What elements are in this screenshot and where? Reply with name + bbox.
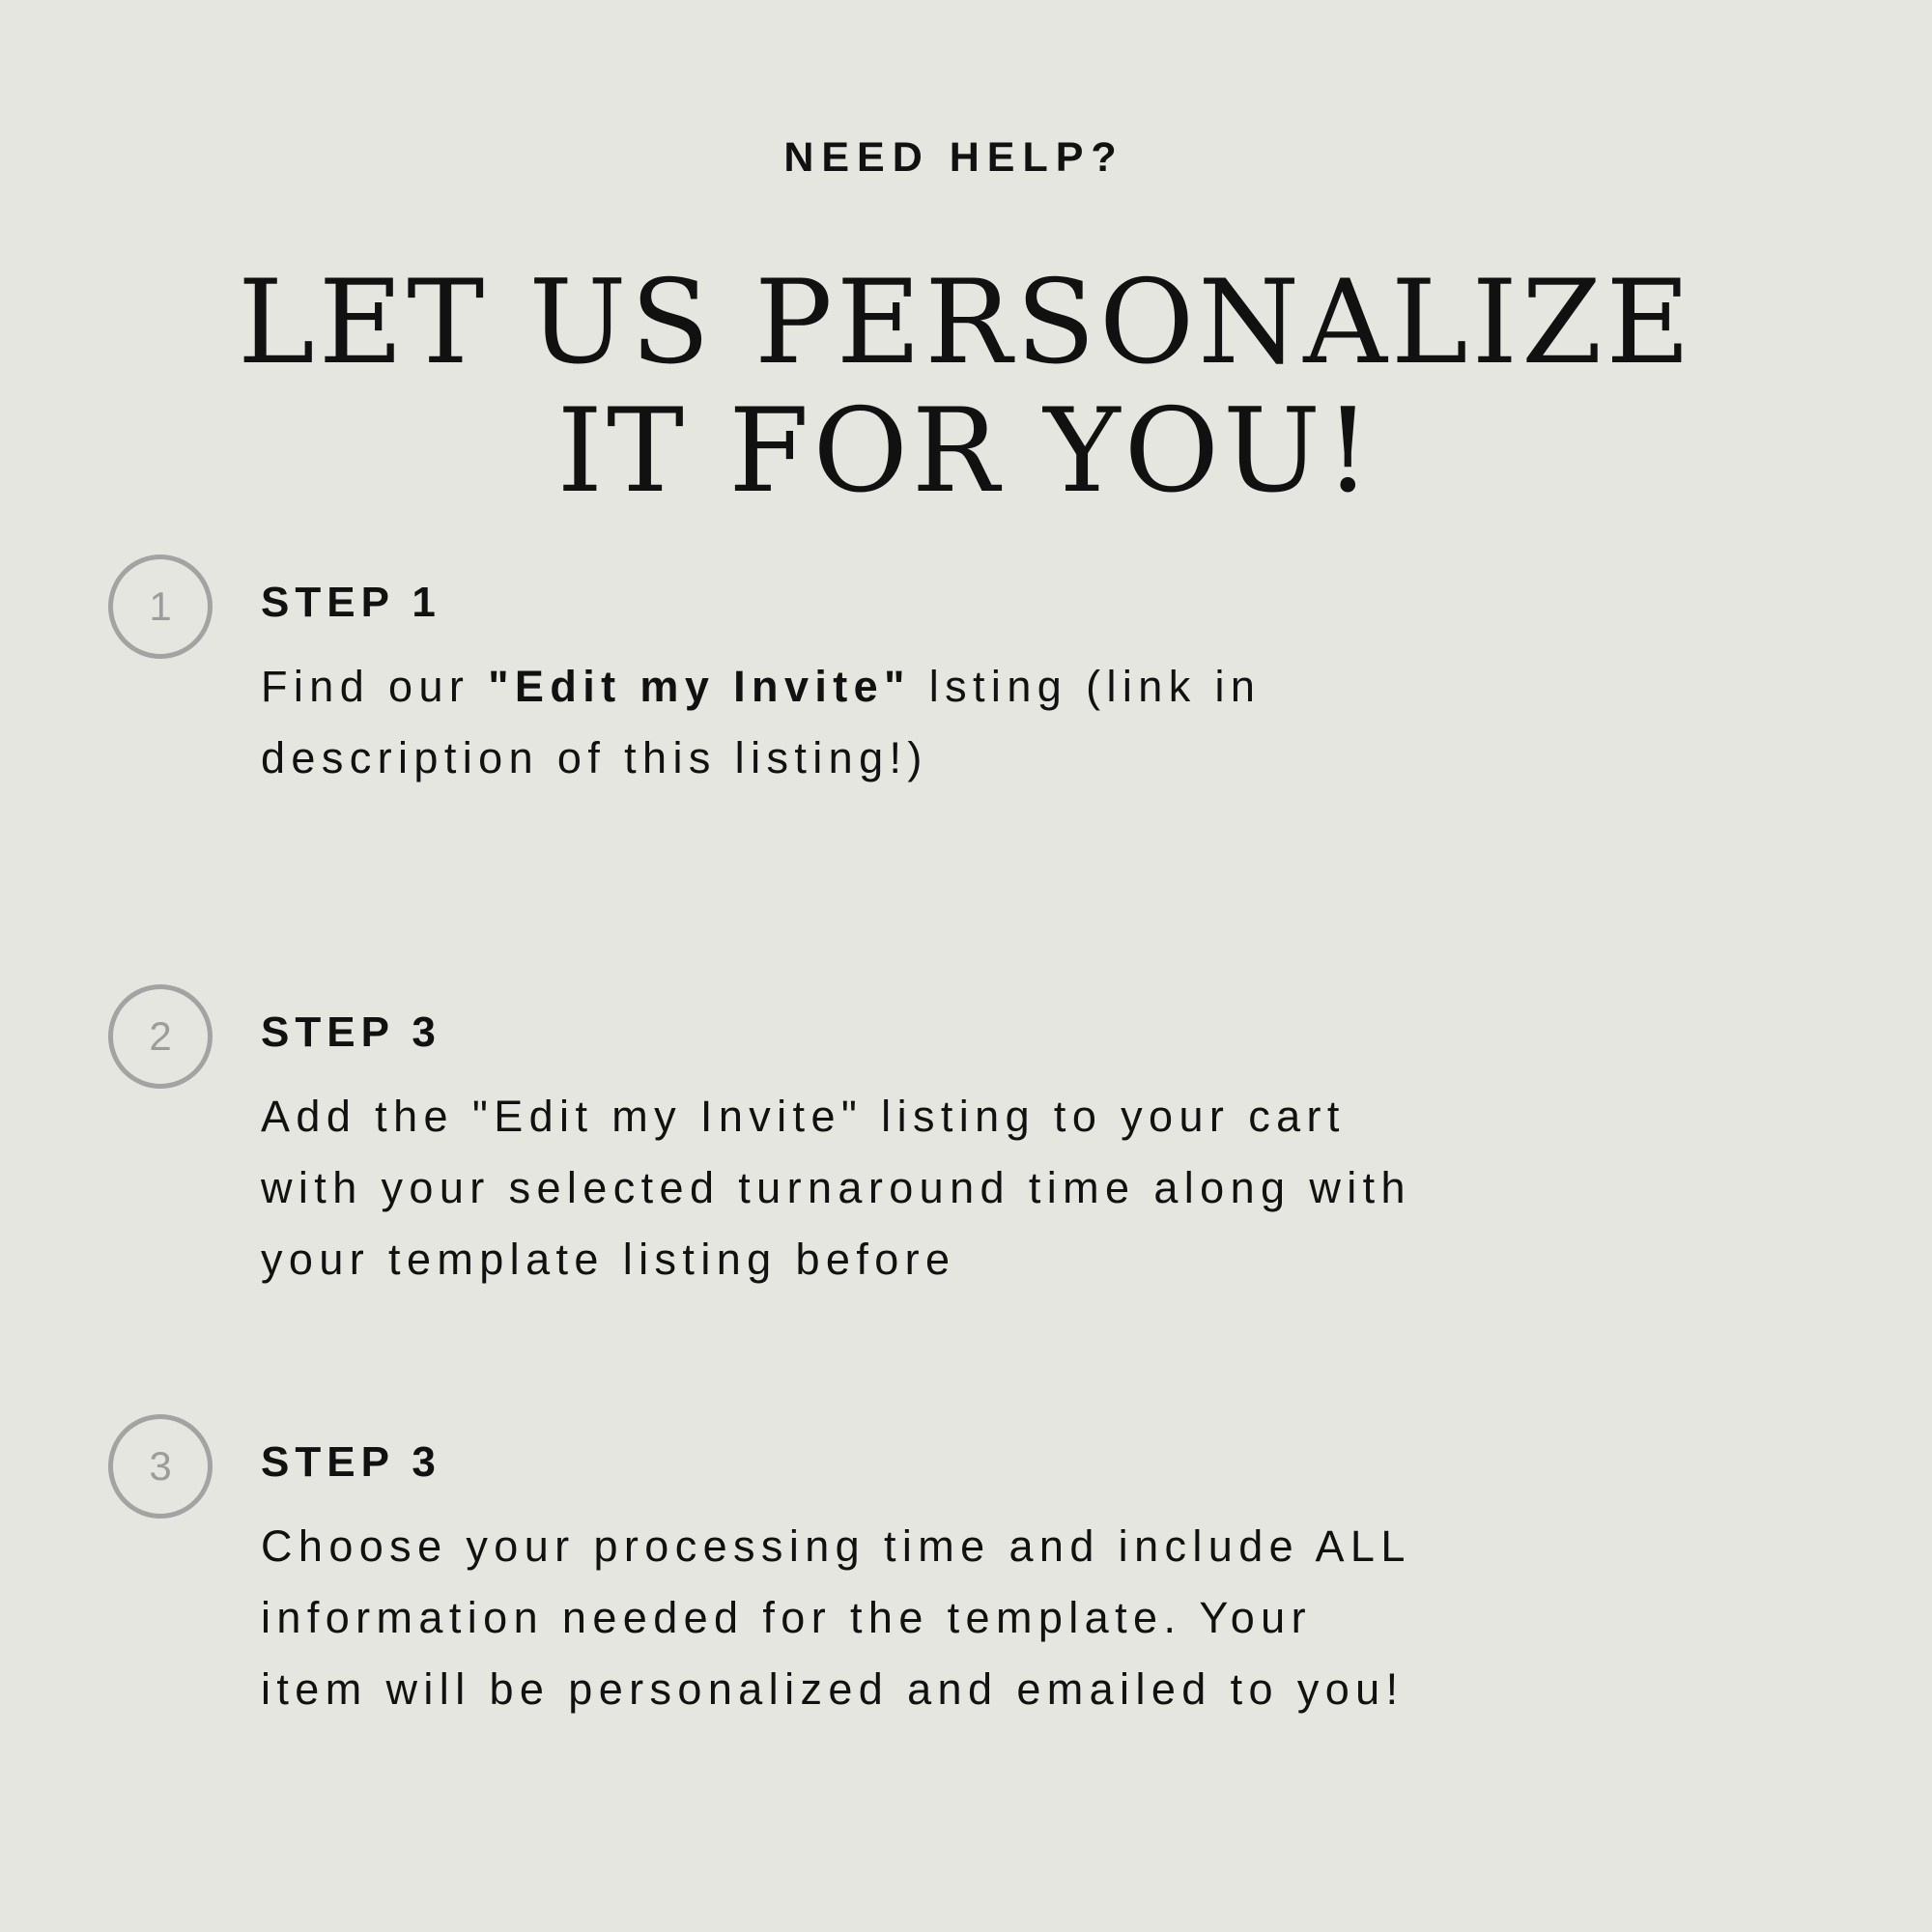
step-2-text: [261, 1081, 1903, 1295]
step-1-title: STEP 1: [261, 579, 441, 626]
headline-line-2: IT FOR YOU!: [556, 384, 1376, 519]
main-headline: [0, 256, 1932, 519]
step-1-text-lead: Find our: [261, 662, 489, 711]
step-1-text: [261, 651, 1903, 794]
headline-line-1: LET US PERSONALIZE: [238, 256, 1694, 390]
step-3-text: [261, 1511, 1903, 1725]
step-3-text-line-1: Choose your processing time and include ALL: [261, 1521, 1411, 1571]
step-1-text-line-2: description of this listing!): [261, 733, 928, 782]
step-3-title: STEP 3: [261, 1438, 441, 1486]
step-3-text-line-2: information needed for the template. Your: [261, 1593, 1312, 1642]
eyebrow-heading: NEED HELP?: [783, 134, 1124, 181]
step-1-text-line-1: [261, 651, 1903, 723]
step-1-number: 1: [149, 583, 172, 629]
step-2-text-line-3: your template listing before: [261, 1235, 956, 1284]
step-2-title: STEP 3: [261, 1009, 441, 1056]
step-3-number-circle: [108, 1414, 213, 1519]
step-1-text-tail: lsting (link in: [910, 662, 1262, 711]
step-2-number: 2: [149, 1013, 172, 1059]
step-3-text-line-3: item will be personalized and emailed to you!: [261, 1664, 1405, 1714]
step-3-number: 3: [149, 1443, 172, 1489]
step-1-number-circle: [108, 554, 213, 659]
step-2-number-circle: [108, 984, 213, 1089]
step-1-text-emphasis: "Edit my Invite": [488, 662, 911, 711]
step-2-text-line-2: with your selected turnaround time along with: [261, 1163, 1411, 1212]
step-2-text-line-1: Add the "Edit my Invite" listing to your cart: [261, 1092, 1346, 1141]
